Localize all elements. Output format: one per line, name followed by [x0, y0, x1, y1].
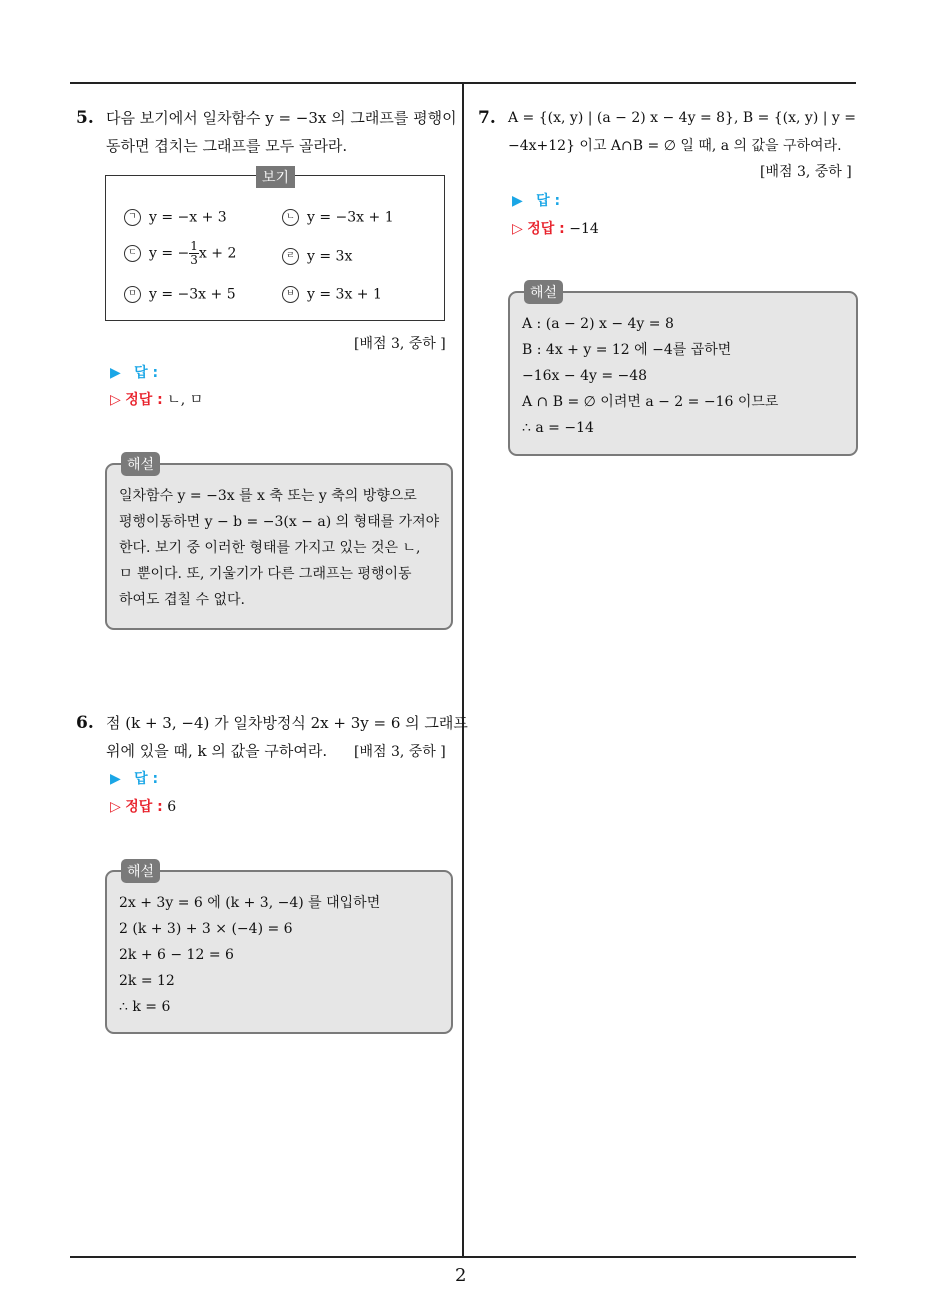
question-7-correct-row [512, 218, 599, 238]
fraction-denominator: 3 [190, 253, 198, 267]
option-marker: ㄹ [282, 248, 299, 265]
explanation-line: ㅁ 뿐이다. 또, 기울기가 다른 그래프는 평행이동 [119, 566, 412, 582]
option-marker: ㅁ [124, 286, 141, 303]
question-5-score: [배점 3, 중하 ] [354, 336, 446, 352]
answer-label: 답 : [134, 771, 159, 787]
question-5-correct-row [110, 389, 203, 409]
option-rieul [282, 248, 352, 265]
play-icon: ▶ [512, 193, 523, 209]
explanation-line: 2k = 12 [119, 973, 175, 989]
fraction-numerator: 1 [190, 239, 198, 253]
explanation-line: B : 4x + y = 12 에 −4를 곱하면 [522, 342, 732, 358]
explanation-line: ∴ a = −14 [522, 420, 594, 436]
correct-value: −14 [569, 221, 599, 237]
question-6-correct-row [110, 796, 176, 816]
bottom-rule [70, 1256, 856, 1258]
question-6-line: 점 (k + 3, −4) 가 일차방정식 2x + 3y = 6 의 그래프 [106, 714, 468, 732]
option-expr-pre: y = − [149, 245, 190, 262]
explanation-line: A : (a − 2) x − 4y = 8 [522, 316, 674, 332]
column-divider [462, 82, 464, 1257]
option-nieun [282, 209, 394, 226]
question-7-score: [배점 3, 중하 ] [760, 164, 852, 180]
correct-label: 정답 : [527, 221, 565, 237]
option-giyeok [124, 209, 227, 226]
option-bieup [282, 286, 382, 303]
bogi-box [105, 170, 445, 321]
play-outline-icon: ▷ [110, 392, 121, 408]
play-outline-icon: ▷ [512, 221, 523, 237]
question-6-line: 위에 있을 때, k 의 값을 구하여라. [106, 742, 328, 760]
option-expr: y = −3x + 5 [149, 286, 236, 303]
option-expr-post: x + 2 [198, 245, 237, 262]
question-7-number: 7. [478, 108, 496, 128]
question-7-answer-row [512, 190, 560, 210]
explanation-line: −16x − 4y = −48 [522, 368, 648, 384]
explanation-tag: 해설 [121, 452, 160, 476]
explanation-tag: 해설 [121, 859, 160, 883]
question-6-score: [배점 3, 중하 ] [354, 744, 446, 760]
explanation-line: 평행이동하면 y − b = −3(x − a) 의 형태를 가져야 [119, 514, 440, 530]
question-7-text [508, 104, 856, 160]
correct-value: 6 [167, 799, 177, 815]
play-outline-icon: ▷ [110, 799, 121, 815]
explanation-line: ∴ k = 6 [119, 999, 171, 1015]
question-5-line: 동하면 겹치는 그래프를 모두 골라라. [106, 137, 348, 155]
option-marker: ㄴ [282, 209, 299, 226]
fraction [189, 240, 199, 267]
question-6-number: 6. [76, 713, 94, 733]
question-5-number: 5. [76, 108, 94, 128]
correct-label: 정답 : [125, 392, 163, 408]
option-marker: ㄷ [124, 245, 141, 262]
option-expr: y = 3x [307, 248, 353, 265]
explanation-line: 2x + 3y = 6 에 (k + 3, −4) 를 대입하면 [119, 895, 381, 911]
explanation-line: 2 (k + 3) + 3 × (−4) = 6 [119, 921, 293, 937]
option-marker: ㅂ [282, 286, 299, 303]
explanation-line: 한다. 보기 중 이러한 형태를 가지고 있는 것은 ㄴ, [119, 540, 421, 556]
answer-label: 답 : [536, 193, 561, 209]
option-digeut [124, 240, 236, 267]
explanation-line: A ∩ B = ∅ 이려면 a − 2 = −16 이므로 [522, 394, 779, 410]
correct-label: 정답 : [125, 799, 163, 815]
correct-value: ㄴ, ㅁ [167, 392, 204, 408]
option-expr: y = −3x + 1 [307, 209, 394, 226]
explanation-tag: 해설 [524, 280, 563, 304]
explanation-line: 일차함수 y = −3x 를 x 축 또는 y 축의 방향으로 [119, 488, 417, 504]
question-6-answer-row [110, 768, 158, 788]
explanation-line: 2k + 6 − 12 = 6 [119, 947, 234, 963]
option-mieum [124, 286, 236, 303]
bogi-title: 보기 [256, 166, 295, 188]
question-5-explanation [105, 457, 453, 630]
question-5-text [106, 104, 457, 160]
play-icon: ▶ [110, 771, 121, 787]
page-number: 2 [455, 1265, 467, 1286]
question-7-explanation [508, 285, 858, 456]
play-icon: ▶ [110, 365, 121, 381]
option-marker: ㄱ [124, 209, 141, 226]
question-6-explanation [105, 864, 453, 1034]
question-5-line: 다음 보기에서 일차함수 y = −3x 의 그래프를 평행이 [106, 109, 457, 127]
question-7-line: −4x+12} 이고 A∩B = ∅ 일 때, a 의 값을 구하여라. [508, 138, 842, 154]
question-7-line: A = {(x, y) | (a − 2) x − 4y = 8}, B = {(x, y) | y = [508, 110, 857, 126]
explanation-line: 하여도 겹칠 수 없다. [119, 592, 245, 608]
question-5-answer-row [110, 362, 158, 382]
option-expr: y = −x + 3 [149, 209, 227, 226]
answer-label: 답 : [134, 365, 159, 381]
option-expr: y = 3x + 1 [307, 286, 382, 303]
